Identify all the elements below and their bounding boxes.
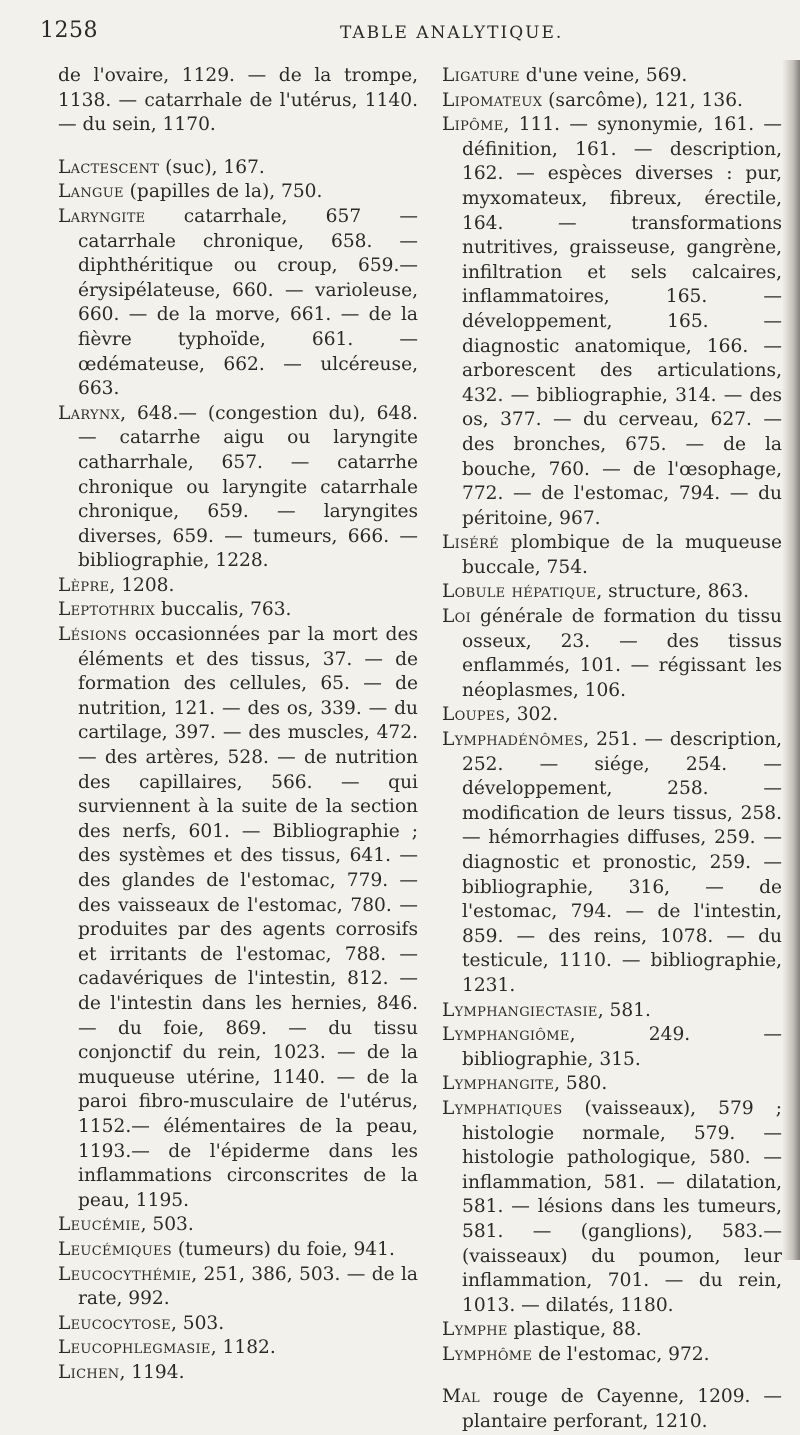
index-entry bbox=[442, 113, 782, 531]
index-entry bbox=[58, 1361, 418, 1386]
index-entry bbox=[58, 402, 418, 574]
entry-headword: Lésions bbox=[58, 624, 127, 646]
entry-headword: Laryngite bbox=[58, 205, 146, 227]
entry-headword: Lymphôme bbox=[442, 1343, 533, 1365]
index-entry bbox=[58, 180, 418, 205]
entry-text: , 111. — synonymie, 161. — définition, 161. — description, 162. — espèces diverses : pur, myxomateux, fibreux, érectile, 164. — transformations nutritives, graisseuse, gangrène, infiltration et sels calcaires, inflammatoires, 165. — développement, 165. — diagnostic anatomique, 166. — arborescent des articulations, 432. — bibliographie, 314. — des os, 377. — du cerveau, 627. — des bronches, 675. — de la bouche, 760. — de l'œsophage, 772. — de l'estomac, 794. — du péritoine, 967. bbox=[462, 114, 782, 529]
entry-headword: Larynx bbox=[58, 402, 121, 424]
entry-headword: Leucocytose bbox=[58, 1312, 171, 1334]
right-column bbox=[442, 64, 782, 1435]
index-entry bbox=[58, 574, 418, 599]
entry-text: , 1208. bbox=[109, 574, 175, 596]
bound-edge-shadow bbox=[782, 60, 800, 1260]
left-column bbox=[58, 64, 418, 1385]
entry-headword: Lymphe bbox=[442, 1319, 508, 1341]
entry-text: (sarcôme), 121, 136. bbox=[542, 89, 743, 111]
entry-headword: Loi bbox=[442, 606, 472, 628]
entry-text: , 1194. bbox=[119, 1361, 185, 1383]
entry-text: plastique, 88. bbox=[507, 1319, 642, 1341]
entry-text: , 302. bbox=[504, 704, 559, 726]
index-entry bbox=[442, 728, 782, 999]
entry-text: de l'estomac, 972. bbox=[532, 1343, 710, 1365]
entry-headword: Lactescent bbox=[58, 156, 160, 178]
index-entry bbox=[442, 89, 782, 114]
entry-text: rouge de Cayenne, 1209. — plantaire perforant, 1210. bbox=[462, 1386, 782, 1433]
entry-headword: Ligature bbox=[442, 65, 520, 86]
entry-headword: Liséré bbox=[442, 532, 499, 554]
index-entry bbox=[58, 1238, 418, 1263]
entry-text: , 249. — bibliographie, 315. bbox=[462, 1024, 782, 1070]
entry-text: , 580. bbox=[554, 1073, 608, 1095]
entry-text: (suc), 167. bbox=[159, 156, 265, 178]
index-entry bbox=[58, 598, 418, 623]
index-entry bbox=[58, 156, 418, 181]
index-entry bbox=[442, 605, 782, 703]
entry-headword: Lymphangite bbox=[442, 1073, 555, 1095]
entry-headword: Mal bbox=[442, 1386, 480, 1408]
entry-spacer bbox=[58, 138, 418, 156]
entry-headword: Lymphadénômes bbox=[442, 729, 584, 751]
entry-spacer bbox=[442, 1367, 782, 1385]
entry-text: catarrhale, 657 — catarrhale chronique, 658. — diphthéritique ou croup, 659.— érysipélateuse, 660. — varioleuse, 660. — de la morve, 661. — de la fièvre typhoïde, 661. — œdémateuse, 662. — ulcéreuse, 663. bbox=[78, 205, 418, 400]
entry-text: d'une veine, 569. bbox=[519, 65, 688, 86]
index-entry bbox=[442, 580, 782, 605]
entry-text: , 581. bbox=[597, 999, 651, 1021]
entry-headword: Leucémie bbox=[58, 1214, 141, 1236]
entry-text: occasionnées par la mort des éléments et des tissus, 37. — de formation des cellules, 65. — de nutrition, 121. — des os, 339. — du cartilage, 397. — des muscles, 472. — des artères, 528. — de nutrition des capillaires, 566. — qui surviennent à la suite de la section des nerfs, 601. — Bibliographie ; des systèmes et des tissus, 641. — des glandes de l'estomac, 779. — des vaisseaux de l'estomac, 780. — produites par des agents corrosifs et irritants de l'estomac, 788. — cadavériques de l'intestin, 812. — de l'intestin dans les hernies, 846. — du foie, 869. — du tissu conjonctif du rein, 1023. — de la muqueuse utérine, 1140. — de la paroi fibro-musculaire de l'utérus, 1152.— élémentaires de la peau, 1193.— de l'épiderme dans les inflammations circonscrites de la peau, 1195. bbox=[78, 624, 418, 1211]
entry-text: générale de formation du tissu osseux, 23. — des tissus enflammés, 101. — régissant les néoplasmes, 106. bbox=[462, 606, 782, 701]
entry-headword: Leptothrix bbox=[58, 599, 156, 621]
entry-text: , 503. bbox=[140, 1214, 194, 1236]
entry-headword: Leucémiques bbox=[58, 1238, 172, 1260]
entry-text: , 1182. bbox=[210, 1337, 276, 1359]
index-entry bbox=[442, 1097, 782, 1318]
entry-headword: Lipôme bbox=[442, 114, 504, 136]
entry-text: buccalis, 763. bbox=[155, 599, 292, 621]
index-entry bbox=[442, 531, 782, 580]
index-entry bbox=[58, 205, 418, 402]
entry-text: , 648.— (congestion du), 648. — catarrhe aigu ou laryngite catharrhale, 657. — catarrhe chronique ou laryngite catarrhale chronique, 659. — laryngites diverses, 659. — tumeurs, 666. — bibliographie, 1228. bbox=[78, 402, 418, 572]
entry-headword: Lobule hépatique bbox=[442, 581, 597, 603]
index-entry bbox=[58, 64, 418, 138]
entry-text: (papilles de la), 750. bbox=[123, 181, 323, 203]
index-entry bbox=[58, 1213, 418, 1238]
index-entry bbox=[58, 623, 418, 1213]
index-entry bbox=[58, 1336, 418, 1361]
entry-text: (vaisseaux), 579 ; histologie normale, 579. — histologie pathologique, 580. — inflammation, 581. — dilatation, 581. — lésions dans les tumeurs, 581. — (ganglions), 583.— (vaisseaux) du poumon, leur inflammation, 701. — du rein, 1013. — dilatés, 1180. bbox=[462, 1097, 782, 1316]
index-entry bbox=[58, 1312, 418, 1337]
index-entry bbox=[442, 1385, 782, 1434]
index-entry bbox=[442, 1072, 782, 1097]
entry-headword: Lymphangiectasie bbox=[442, 999, 598, 1021]
entry-text: plombique de la muqueuse buccale, 754. bbox=[462, 532, 782, 578]
entry-text: de l'ovaire, 1129. — de la trompe, 1138. — catarrhale de l'utérus, 1140. — du sein, 1170. bbox=[58, 65, 418, 136]
entry-headword: Leucocythémie bbox=[58, 1263, 192, 1285]
entry-text: , 251, 386, 503. — de la rate, 992. bbox=[78, 1263, 418, 1310]
index-entry bbox=[442, 703, 782, 728]
entry-headword: Lèpre bbox=[58, 574, 110, 596]
entry-text: , 503. bbox=[170, 1312, 225, 1334]
index-entry bbox=[442, 1023, 782, 1072]
entry-headword: Loupes bbox=[442, 704, 505, 726]
entry-headword: Langue bbox=[58, 181, 124, 203]
index-entry bbox=[58, 1263, 418, 1312]
entry-text: (tumeurs) du foie, 941. bbox=[172, 1238, 395, 1260]
entry-headword: Lichen bbox=[58, 1361, 120, 1383]
index-entry bbox=[442, 64, 782, 89]
running-title: TABLE ANALYTIQUE. bbox=[340, 23, 564, 43]
page-header bbox=[40, 18, 750, 54]
entry-headword: Lipomateux bbox=[442, 89, 543, 111]
entry-headword: Leucophlegmasie bbox=[58, 1337, 211, 1359]
entry-text: , 251. — description, 252. — siége, 254. — développement, 258. — modification de leurs tissus, 258. — hémorrhagies diffuses, 259. — diagnostic et pronostic, 259. — bibliographie, 316, — de l'estomac, 794. — de l'intestin, 859. — des reins, 1078. — du testicule, 1110. — bibliographie, 1231. bbox=[462, 729, 782, 996]
index-entry bbox=[442, 1318, 782, 1343]
index-entry bbox=[442, 999, 782, 1024]
index-entry bbox=[442, 1343, 782, 1368]
entry-headword: Lymphatiques bbox=[442, 1097, 563, 1119]
page-number: 1258 bbox=[40, 18, 98, 43]
entry-text: , structure, 863. bbox=[596, 581, 750, 603]
entry-headword: Lymphangiôme bbox=[442, 1024, 570, 1046]
